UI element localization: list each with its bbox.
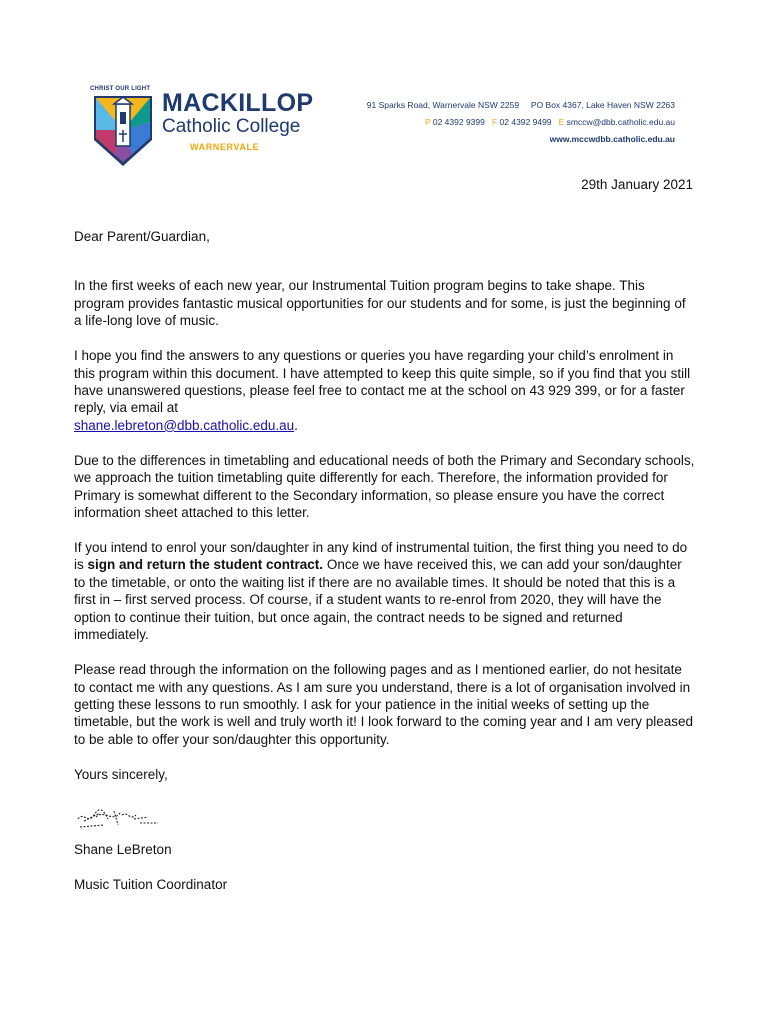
- school-location: WARNERVALE: [190, 142, 260, 152]
- school-website: www.mccwdbb.catholic.edu.au: [549, 134, 675, 144]
- paragraph-4-start: If you intend to enrol your son/daughter in any kind of instrumental tuition, the first thing you need to do is: [74, 540, 688, 573]
- fax-label: F: [491, 117, 498, 127]
- paragraph-2-end: .: [294, 417, 298, 433]
- email-label: E: [558, 117, 565, 127]
- phone-label: P: [424, 117, 431, 127]
- school-crest-icon: [92, 94, 154, 168]
- school-logo: [90, 86, 315, 166]
- paragraph-2-text: I hope you find the answers to any questions or queries you have regarding your child’s enrolment in this program within this document. I have attempted to keep this quite simple, so if you find that you still have unanswered questions, please feel free to contact me at the school on 43 929 399, or for a faster reply, via email at: [74, 348, 691, 416]
- paragraph-4-bold: sign and return the student contract.: [87, 557, 324, 573]
- paragraph-4-end: Once we have received this, we can add your son/daughter to the timetable, or onto the waiting list if there are no available times. It should be noted that this is a first in – first served process. Of course, if a student wants to re-enrol from 2020, they will have the option to continue their tuition, but once again, the contract needs to be signed and returned immediately.: [74, 557, 682, 643]
- paragraph-2: [74, 347, 696, 434]
- paragraph-4: [74, 539, 696, 643]
- paragraph-5: Please read through the information on the following pages and as I mentioned earlier, do not hesitate to contact me with any questions. As I am sure you understand, there is a lot of organisation involved in getting these lessons to run smoothly. I ask for your patience in the initial weeks of setting up the timetable, but the work is well and truly worth it! I look forward to the coming year and I am very pleased to be able to offer your son/daughter this opportunity.: [74, 662, 694, 747]
- salutation: Dear Parent/Guardian,: [74, 229, 210, 244]
- address-line: 91 Sparks Road, Warnervale NSW 2259 PO Box 4367, Lake Haven NSW 2263: [366, 100, 675, 110]
- letter-date: 29th January 2021: [581, 177, 693, 192]
- school-email: smccw@dbb.catholic.edu.au: [566, 117, 675, 127]
- fax-number: 02 4392 9499: [499, 117, 552, 127]
- closing: Yours sincerely,: [74, 766, 168, 782]
- letter-body: [74, 228, 696, 911]
- signature-image: [74, 801, 164, 835]
- coordinator-email-link[interactable]: shane.lebreton@dbb.catholic.edu.au: [74, 417, 295, 433]
- school-motto: CHRIST OUR LIGHT: [90, 86, 151, 92]
- phone-fax-email-line: [367, 114, 675, 131]
- paragraph-1: In the first weeks of each new year, our Instrumental Tuition program begins to take shape. This program provides fantastic musical opportunities for our students and for some, is just the beginning of a life-long love of music.: [74, 278, 686, 329]
- phone-number: 02 4392 9399: [432, 117, 485, 127]
- signer-name: Shane LeBreton: [74, 841, 172, 857]
- school-name: MACKILLOP: [162, 89, 314, 117]
- school-type: Catholic College: [162, 116, 301, 137]
- contact-details: [367, 97, 675, 148]
- signer-title: Music Tuition Coordinator: [74, 876, 228, 892]
- paragraph-3: Due to the differences in timetabling and educational needs of both the Primary and Secondary schools, we approach the tuition timetabling quite differently for each. Therefore, the information provided for Primary is somewhat different to the Secondary information, so please ensure you have the correct information sheet attached to this letter.: [74, 452, 695, 521]
